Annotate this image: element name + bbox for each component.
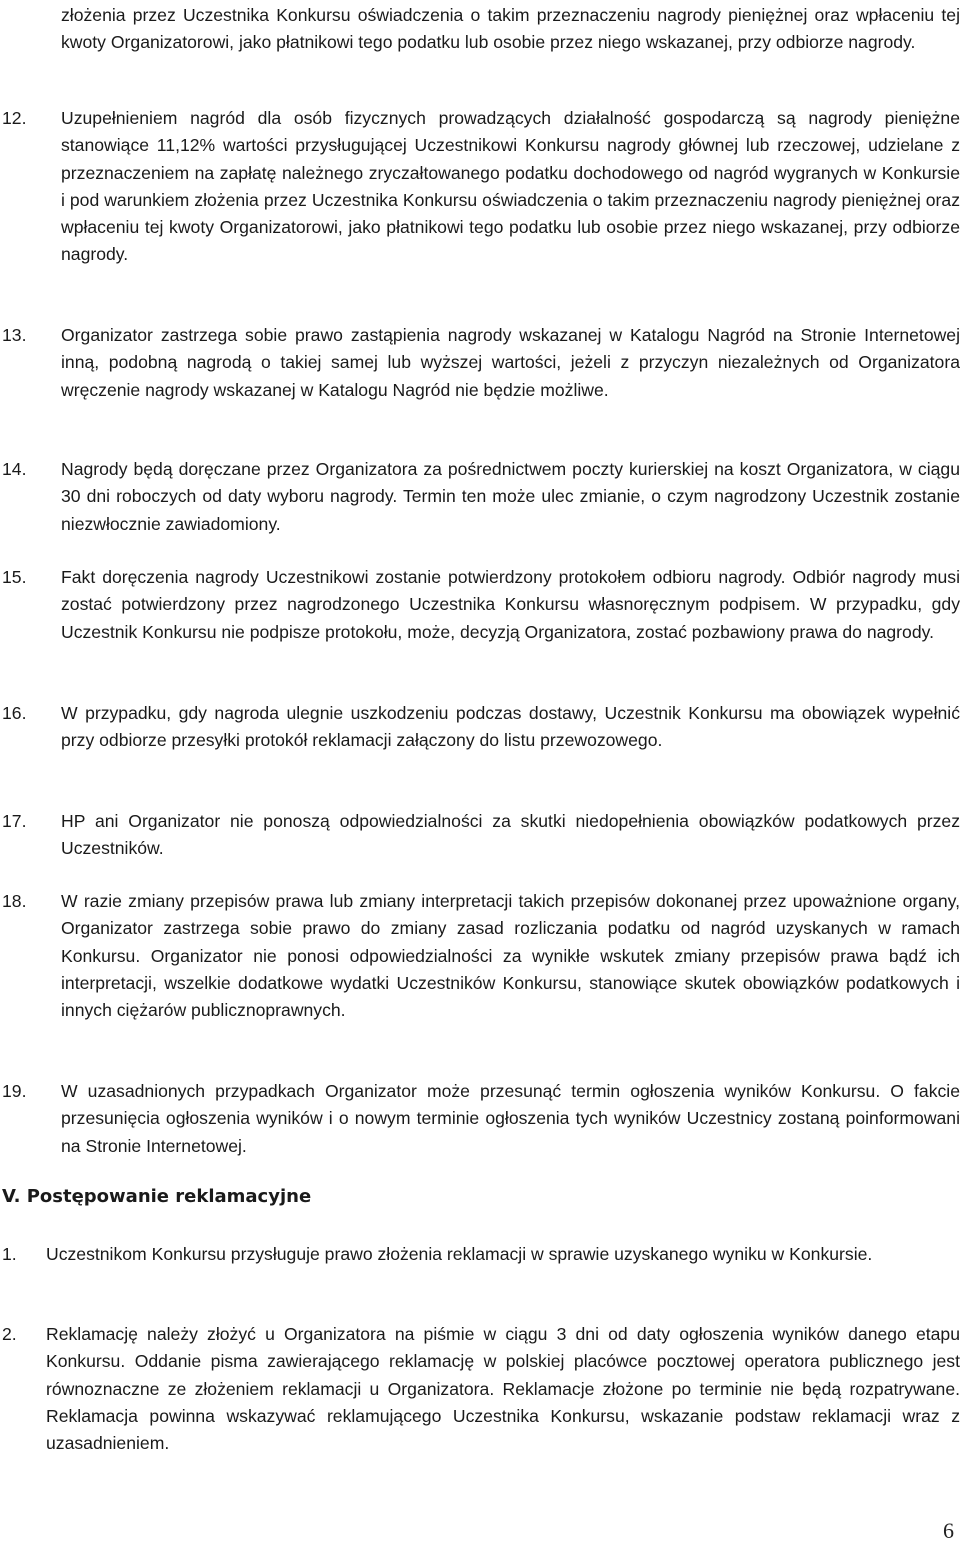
- item-number: 15.: [2, 567, 27, 587]
- item-number: 2.: [2, 1324, 17, 1344]
- section-heading: V. Postępowanie reklamacyjne: [2, 1186, 312, 1207]
- item-number: 19.: [2, 1081, 27, 1101]
- item-number: 1.: [2, 1244, 17, 1264]
- item-number: 14.: [2, 459, 27, 479]
- item-text: HP ani Organizator nie ponoszą odpowiedzialności za skutki niedopełnienia obowiązków podatkowych przez Uczestników.: [61, 811, 960, 859]
- item-text: W uzasadnionych przypadkach Organizator może przesunąć termin ogłoszenia wyników Konkursu. O fakcie przesunięcia ogłoszenia wyników i o nowym terminie ogłoszenia tych wyników Uczestnicy zostaną poinformowani na Stronie Internetowej.: [61, 1081, 960, 1156]
- item-text: Uczestnikom Konkursu przysługuje prawo złożenia reklamacji w sprawie uzyskanego wyniku w Konkursie.: [46, 1244, 873, 1264]
- item-number: 13.: [2, 325, 27, 345]
- item-number: 18.: [2, 891, 27, 911]
- item-text: Organizator zastrzega sobie prawo zastąpienia nagrody wskazanej w Katalogu Nagród na Stronie Internetowej inną, podobną nagrodą o takiej samej lub wyższej wartości, jeżeli z przyczyn niezależnych od Organizatora wręczenie nagrody wskazanej w Katalogu Nagród nie będzie możliwe.: [61, 325, 960, 400]
- item-number: 16.: [2, 703, 27, 723]
- continuation-paragraph: złożenia przez Uczestnika Konkursu oświadczenia o takim przeznaczeniu nagrody pieniężnej oraz wpłaceniu tej kwoty Organizatorowi, jako płatnikowi tego podatku lub osobie przez niego wskazanej, przy odbiorze nagrody.: [61, 5, 960, 53]
- item-text: Reklamację należy złożyć u Organizatora na piśmie w ciągu 3 dni od daty ogłoszenia wyników danego etapu Konkursu. Oddanie pisma zawierającego reklamację w polskiej placówce pocztowej operatora publicznego jest równoznaczne ze złożeniem reklamacji u Organizatora. Reklamacje złożone po terminie nie będą rozpatrywane. Reklamacja powinna wskazywać reklamującego Uczestnika Konkursu, wskazanie podstaw reklamacji wraz z uzasadnieniem.: [46, 1324, 960, 1454]
- page-number: 6: [943, 1518, 954, 1543]
- item-number: 12.: [2, 108, 27, 128]
- item-number: 17.: [2, 811, 27, 831]
- item-text: Fakt doręczenia nagrody Uczestnikowi zostanie potwierdzony protokołem odbioru nagrody. Odbiór nagrody musi zostać potwierdzony przez nagrodzonego Uczestnika Konkursu własnoręcznym podpisem. W przypadku, gdy Uczestnik Konkursu nie podpisze protokołu, może, decyzją Organizatora, zostać pozbawiony prawa do nagrody.: [61, 567, 960, 642]
- item-text: W razie zmiany przepisów prawa lub zmiany interpretacji takich przepisów dokonanej przez upoważnione organy, Organizator zastrzega sobie prawo do zmiany zasad rozliczania podatku od nagród uzyskanych w ramach Konkursu. Organizator nie ponosi odpowiedzialności za wynikłe wskutek zmiany przepisów prawa bądź ich interpretacji, wszelkie dodatkowe wydatki Uczestników Konkursu, stanowiące skutek obowiązków podatkowych i innych ciężarów publicznoprawnych.: [61, 891, 960, 1021]
- item-text: W przypadku, gdy nagroda ulegnie uszkodzeniu podczas dostawy, Uczestnik Konkursu ma obowiązek wypełnić przy odbiorze przesyłki protokół reklamacji załączony do listu przewozowego.: [61, 703, 960, 751]
- item-text: Nagrody będą doręczane przez Organizatora za pośrednictwem poczty kurierskiej na koszt Organizatora, w ciągu 30 dni roboczych od daty wyboru nagrody. Termin ten może ulec zmianie, o czym nagrodzony Uczestnik zostanie niezwłocznie zawiadomiony.: [61, 459, 960, 534]
- item-text: Uzupełnieniem nagród dla osób fizycznych prowadzących działalność gospodarczą są nagrody pieniężne stanowiące 11,12% wartości przysługującej Uczestnikowi Konkursu nagrody głównej lub rzeczowej, udzielane z przeznaczeniem na zapłatę należnego zryczałtowanego podatku dochodowego od nagród wygranych w Konkursie i pod warunkiem złożenia przez Uczestnika Konkursu oświadczenia o takim przeznaczeniu nagrody pieniężnej oraz wpłaceniu tej kwoty Organizatorowi, jako płatnikowi tego podatku lub osobie przez niego wskazanej, przy odbiorze nagrody.: [61, 108, 960, 265]
